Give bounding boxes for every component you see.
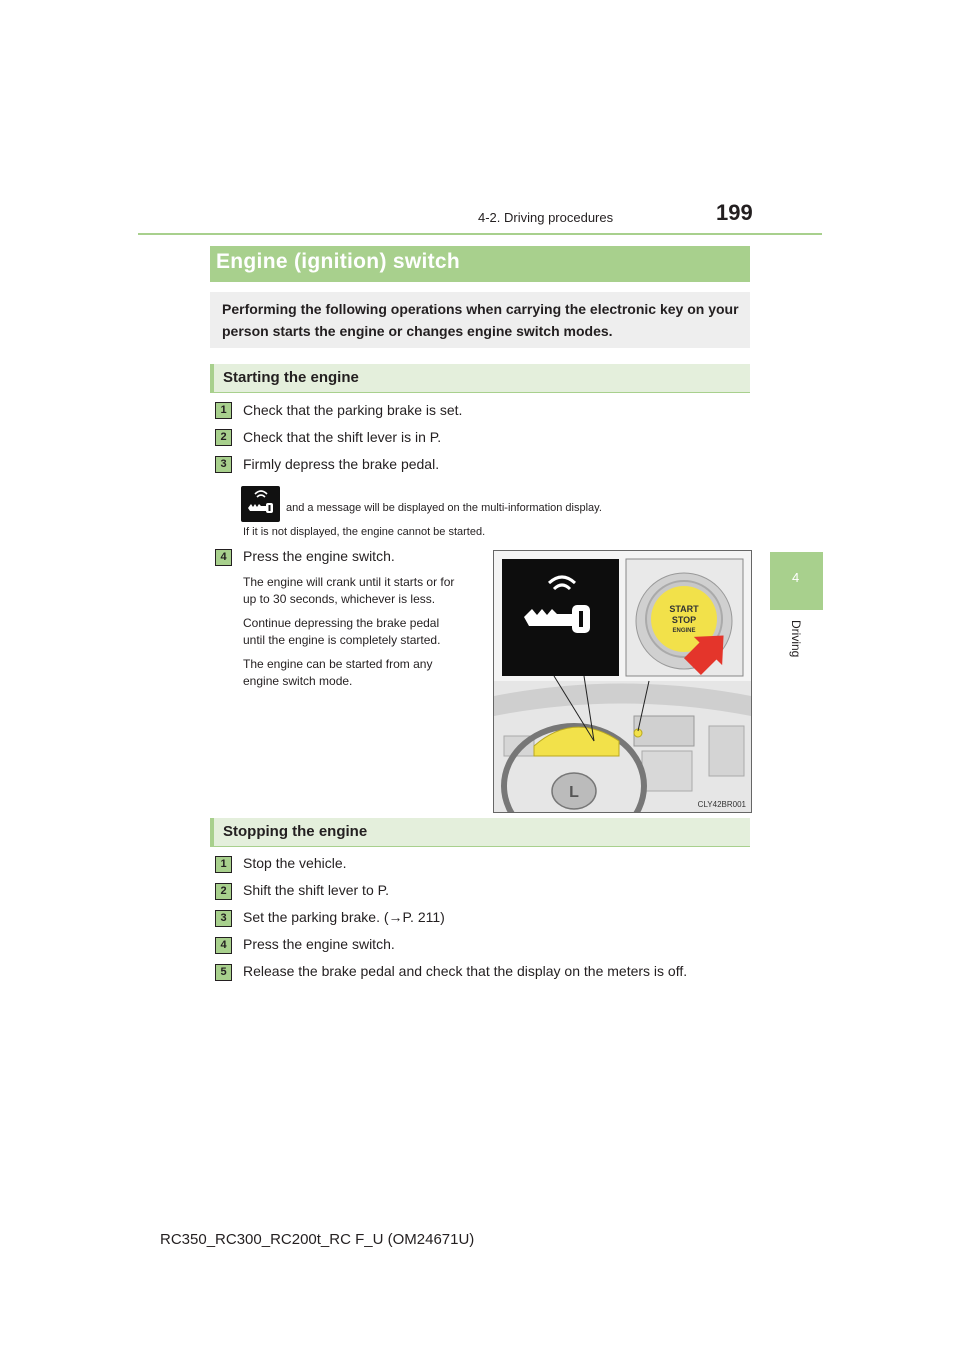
section-starting-engine bbox=[210, 364, 750, 393]
step-text: Shift the shift lever to P. bbox=[243, 882, 390, 898]
note-line: up to 30 seconds, whichever is less. bbox=[243, 592, 436, 606]
page-title: Engine (ignition) switch bbox=[216, 250, 461, 273]
section-accent bbox=[210, 364, 214, 392]
warning-note: If it is not displayed, the engine cannot be started. bbox=[243, 526, 486, 538]
step-number-badge: 3 bbox=[215, 456, 232, 473]
note-line: The engine will crank until it starts or for bbox=[243, 575, 455, 589]
dashboard-illustration bbox=[493, 550, 752, 813]
step-number-badge: 1 bbox=[215, 402, 232, 419]
step-text: Set the parking brake. (→P. 211) bbox=[243, 909, 445, 925]
figure-code: CLY42BR001 bbox=[697, 800, 746, 809]
intro-text-line-1: Performing the following operations when carrying the electronic key on your bbox=[222, 301, 739, 317]
step-text: Press the engine switch. bbox=[243, 936, 395, 952]
note-line: The engine can be started from any bbox=[243, 657, 433, 671]
intro-text-line-2: person starts the engine or changes engine switch modes. bbox=[222, 323, 613, 339]
step-text: Check that the parking brake is set. bbox=[243, 402, 463, 418]
step-text: Check that the shift lever is in P. bbox=[243, 429, 442, 445]
section-stopping-engine bbox=[210, 818, 750, 847]
step-number-badge: 4 bbox=[215, 937, 232, 954]
step-text: Stop the vehicle. bbox=[243, 855, 347, 871]
brand-mark: L bbox=[569, 784, 579, 801]
step-text: Press the engine switch. bbox=[243, 548, 395, 564]
smart-key-indicator-icon bbox=[241, 486, 280, 522]
note-line: until the engine is completely started. bbox=[243, 633, 441, 647]
step-4-notes bbox=[243, 574, 480, 690]
step-text: Firmly depress the brake pedal. bbox=[243, 456, 440, 472]
start-label: START bbox=[669, 604, 699, 614]
step-number-badge: 2 bbox=[215, 429, 232, 446]
note-line: Continue depressing the brake pedal bbox=[243, 616, 440, 630]
step-number-badge: 5 bbox=[215, 964, 232, 981]
step-number-badge: 1 bbox=[215, 856, 232, 873]
note-line: engine switch mode. bbox=[243, 674, 353, 688]
chapter-label: Driving bbox=[789, 620, 803, 658]
engine-label: ENGINE bbox=[672, 628, 696, 634]
indicator-note: and a message will be displayed on the multi-information display. bbox=[286, 502, 602, 514]
section-accent bbox=[210, 818, 214, 846]
step-text: Release the brake pedal and check that the display on the meters is off. bbox=[243, 963, 688, 979]
page-number: 199 bbox=[716, 200, 753, 225]
section-heading: Starting the engine bbox=[223, 369, 359, 386]
footer-model-code: RC350_RC300_RC200t_RC F_U (OM24671U) bbox=[160, 1231, 475, 1248]
step-number-badge: 4 bbox=[215, 549, 232, 566]
step-number-badge: 3 bbox=[215, 910, 232, 927]
chapter-number: 4 bbox=[792, 570, 800, 585]
header-rule bbox=[138, 233, 822, 235]
stop-label: STOP bbox=[671, 615, 697, 625]
section-heading: Stopping the engine bbox=[223, 823, 368, 840]
section-header: 4-2. Driving procedures bbox=[478, 210, 614, 225]
step-number-badge: 2 bbox=[215, 883, 232, 900]
